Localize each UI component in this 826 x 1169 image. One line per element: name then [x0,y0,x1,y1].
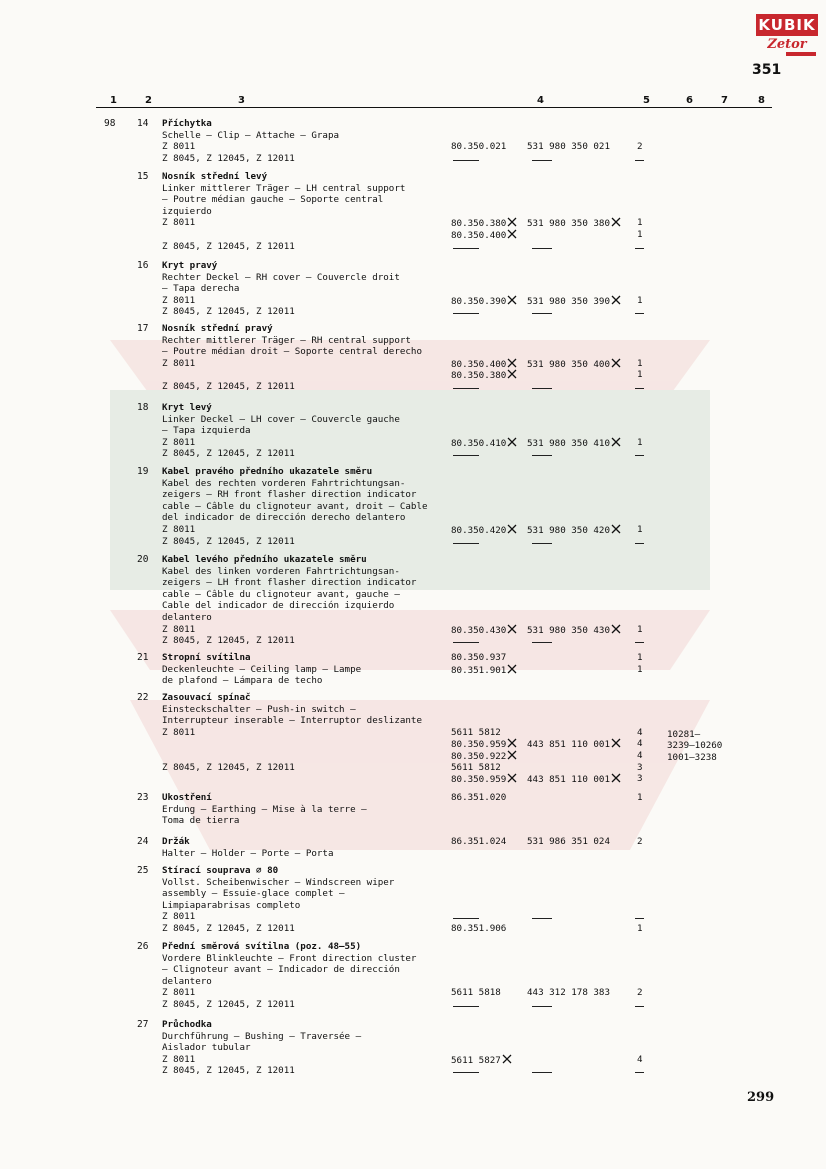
part-description-line: Vordere Blinkleuchte — Front direction cluster [162,952,417,964]
part-description-line: Durchführung — Bushing — Traversée — [162,1030,362,1042]
part-number: 80.350.021 [451,141,507,153]
crossed-out-mark [507,738,517,748]
part-description-line: cable — Câble du clignoteur avant, gauche — [162,588,400,600]
crossed-out-mark [507,358,517,368]
part-description-line: de plafond — Lámpara de techo [162,675,323,687]
part-description-line: Z 8011 [162,1053,196,1065]
part-number: 86.351.020 [451,792,507,803]
serial-range-note: 1001—3238 [667,752,717,763]
order-number: 531 980 350 380 [527,217,621,230]
part-description-line: Linker Deckel — LH cover — Couvercle gauche [162,413,400,425]
part-description-line: Z 8011 [162,987,196,999]
part-description-line: Aislador tubular [162,1042,251,1054]
crossed-out-mark [507,624,517,634]
order-number: 531 980 350 400 [527,358,621,371]
part-description [162,692,452,796]
part-description [162,402,452,460]
part-description [162,1019,452,1077]
part-description-line: Z 8011 [162,357,196,369]
part-description [162,323,452,393]
position-number: 23 [137,792,149,803]
part-description-line: Vollst. Scheibenwischer — Windscreen wiper [162,876,395,888]
part-description-line: zeigers — RH front flasher direction indicator [162,489,417,501]
part-number: 80.350.922 [451,750,517,763]
column-header-8: 8 [758,95,765,106]
position-number: 20 [137,554,149,565]
order-number: 443 851 110 001 [527,773,621,786]
order-number: 531 980 350 420 [527,524,621,537]
crossed-out-mark [611,437,621,447]
part-name: Kryt levý [162,402,212,413]
part-number: 80.350.420 [451,524,517,537]
part-number: 5611 5812 [451,761,501,773]
part-description-line: Limpiaparabrisas completo [162,899,301,911]
part-description [162,171,452,252]
part-description-line [162,750,452,762]
quantity: 3 [637,761,643,773]
part-number: 80.351.901 [451,664,517,677]
quantity: 1 [637,524,643,535]
part-name: Nosník střední levý [162,171,268,182]
part-number: 80.350.380 [451,369,517,382]
part-description [162,836,452,859]
column-header-5: 5 [643,95,650,106]
part-description-line: Interrupteur inserable — Interruptor deslizante [162,715,422,727]
part-description-line: Toma de tierra [162,815,240,827]
part-description-line: Deckenleuchte — Ceiling lamp — Lampe [162,663,362,675]
logo-kubik-text: KUBIK [756,14,818,36]
not-applicable-dash [635,455,644,456]
not-applicable-dash [453,1006,479,1007]
order-number: 531 980 350 390 [527,295,621,308]
part-description [162,260,452,318]
position-number: 15 [137,171,149,182]
part-description-line [162,369,452,381]
part-description-line: Z 8011 [162,436,196,448]
part-description-line: Z 8011 [162,911,196,923]
part-name: Ukostření [162,792,212,803]
part-description-line: cable — Câble du clignoteur avant, droit — Cable [162,500,428,512]
part-name: Zasouvací spínač [162,692,251,703]
part-number: 5611 5818 [451,987,501,999]
part-description [162,792,452,827]
part-number: 80.350.410 [451,437,517,450]
quantity: 4 [637,1053,643,1065]
part-name: Kabel levého předního ukazatele směru [162,554,367,565]
order-number: 443 851 110 001 [527,738,621,751]
part-description [162,118,452,164]
part-description-line: Z 8011 [162,726,196,738]
part-description-line: Z 8045, Z 12045, Z 12011 [162,535,295,547]
header-rule [96,107,772,108]
part-description-line: Halter — Holder — Porte — Porta [162,847,334,859]
position-number: 27 [137,1019,149,1030]
order-number: 531 980 350 021 [527,141,610,153]
part-name: Kryt pravý [162,260,218,271]
order-number: 443 312 178 383 [527,987,610,999]
not-applicable-dash [453,455,479,456]
part-number: 80.351.906 [451,923,507,934]
order-number: 531 986 351 024 [527,836,610,847]
crossed-out-mark [611,295,621,305]
part-description-line: Einsteckschalter — Push-in switch — [162,703,356,715]
not-applicable-dash [635,313,644,314]
not-applicable-dash [635,388,644,389]
position-number: 19 [137,466,149,477]
column-header-3: 3 [238,95,245,106]
position-number: 18 [137,402,149,413]
crossed-out-mark [507,217,517,227]
part-description-line: delantero [162,975,212,987]
not-applicable-dash [453,543,479,544]
crossed-out-mark [507,229,517,239]
serial-range-note: 10281— [667,728,701,740]
part-description-line: Z 8045, Z 12045, Z 12011 [162,761,295,773]
part-number: 80.350.400 [451,358,517,371]
sheet-number: 351 [752,62,782,78]
crossed-out-mark [611,217,621,227]
part-description [162,554,452,647]
part-description-line: zeigers — LH front flasher direction indicator [162,577,417,589]
part-description-line: Z 8045, Z 12045, Z 12011 [162,152,295,164]
logo-stripe [786,52,816,56]
not-applicable-dash [635,248,644,249]
part-number: 5611 5827 [451,1054,512,1067]
quantity: 2 [637,987,643,999]
part-name: Přední směrová svítilna (poz. 48—55) [162,941,362,952]
not-applicable-dash [635,543,644,544]
part-description-line: — Clignoteur avant — Indicador de dirección [162,964,400,976]
position-number: 26 [137,941,149,952]
quantity: 4 [637,750,643,761]
part-description-line: Z 8045, Z 12045, Z 12011 [162,1065,295,1077]
quantity: 1 [637,217,643,229]
part-description-line: assembly — Essuie-glace complet — [162,888,345,900]
page-number: 299 [747,1090,775,1105]
not-applicable-dash [453,160,479,161]
part-description-line: — Tapa derecha [162,283,240,295]
part-name: Kabel pravého předního ukazatele směru [162,466,373,477]
crossed-out-mark [507,773,517,783]
quantity: 1 [637,229,643,240]
crossed-out-mark [507,524,517,534]
part-number: 80.350.430 [451,624,517,637]
part-description-line [162,738,452,750]
part-description-line: Z 8011 [162,217,196,229]
quantity: 1 [637,923,643,934]
figure-number: 98 [104,118,116,129]
part-description-line: Kabel des rechten vorderen Fahrtrichtungsan- [162,477,406,489]
not-applicable-dash [532,455,552,456]
quantity: 1 [637,436,643,448]
crossed-out-mark [502,1054,512,1064]
not-applicable-dash [453,642,479,643]
part-description-line: Rechter mittlerer Träger — RH central support [162,334,411,346]
part-name: Nosník střední pravý [162,323,273,334]
part-number: 80.350.959 [451,738,517,751]
not-applicable-dash [532,248,552,249]
part-description-line: Z 8011 [162,623,196,635]
order-number: 531 980 350 410 [527,437,621,450]
part-description [162,466,452,547]
part-name: Stropní svítilna [162,652,251,663]
crossed-out-mark [611,624,621,634]
part-description-line: — Tapa izquierda [162,425,251,437]
quantity: 2 [637,836,643,847]
part-name: Průchodka [162,1019,212,1030]
not-applicable-dash [532,543,552,544]
part-description [162,941,452,1011]
part-description-line: — Poutre médian gauche — Soporte central [162,194,384,206]
part-description-line: Z 8011 [162,141,196,153]
part-number: 80.350.380 [451,217,517,230]
not-applicable-dash [453,1072,479,1073]
not-applicable-dash [635,1006,644,1007]
quantity: 3 [637,773,643,785]
part-description-line: Linker mittlerer Träger — LH central support [162,182,406,194]
part-description-line [162,229,452,241]
part-number: 86.351.024 [451,836,507,847]
position-number: 22 [137,692,149,703]
column-header-4: 4 [537,95,544,106]
quantity: 1 [637,357,643,369]
crossed-out-mark [507,750,517,760]
not-applicable-dash [635,642,644,643]
part-description-line: Z 8045, Z 12045, Z 12011 [162,448,295,460]
part-description-line: Erdung — Earthing — Mise à la terre — [162,803,367,815]
position-number: 25 [137,865,149,876]
quantity: 4 [637,738,643,750]
column-header-7: 7 [721,95,728,106]
quantity: 1 [637,663,643,675]
part-description-line: — Poutre médian droit — Soporte central derecho [162,346,422,358]
not-applicable-dash [635,918,644,919]
crossed-out-mark [611,358,621,368]
part-description-line: Z 8045, Z 12045, Z 12011 [162,922,295,934]
part-description [162,652,452,687]
part-description-line: Z 8045, Z 12045, Z 12011 [162,998,295,1010]
part-description-line: Z 8011 [162,523,196,535]
part-description-line: Rechter Deckel — RH cover — Couvercle droit [162,271,400,283]
not-applicable-dash [532,642,552,643]
part-name: Stírací souprava ⌀ 80 [162,865,279,876]
part-description-line: Z 8045, Z 12045, Z 12011 [162,240,295,252]
logo-zetor-text: Zetor [767,37,807,52]
part-description-line: Z 8045, Z 12045, Z 12011 [162,306,295,318]
part-description-line: del indicador de dirección derecho delantero [162,512,406,524]
quantity: 1 [637,792,643,803]
part-number: 80.350.937 [451,652,507,663]
serial-range-note: 3239—10260 [667,740,723,752]
part-name: Držák [162,836,190,847]
order-number: 531 980 350 430 [527,624,621,637]
position-number: 14 [137,118,149,129]
not-applicable-dash [453,313,479,314]
part-description [162,865,452,935]
part-description-line: Schelle — Clip — Attache — Grapa [162,129,340,141]
part-description-line: Kabel des linken vorderen Fahrtrichtungsan- [162,565,400,577]
quantity: 2 [637,141,643,153]
crossed-out-mark [507,369,517,379]
part-number: 80.350.390 [451,295,517,308]
part-description-line: Z 8011 [162,294,196,306]
not-applicable-dash [453,918,479,919]
crossed-out-mark [507,664,517,674]
not-applicable-dash [532,1006,552,1007]
column-header-6: 6 [686,95,693,106]
not-applicable-dash [453,248,479,249]
part-description-line [162,773,452,785]
crossed-out-mark [507,295,517,305]
quantity: 4 [637,726,643,738]
not-applicable-dash [453,388,479,389]
part-number: 5611 5812 [451,726,501,738]
part-number: 80.350.400 [451,229,517,242]
not-applicable-dash [532,918,552,919]
position-number: 21 [137,652,149,663]
part-description-line: Z 8045, Z 12045, Z 12011 [162,380,295,392]
crossed-out-mark [611,738,621,748]
part-name: Příchytka [162,118,212,129]
column-header-1: 1 [110,95,117,106]
not-applicable-dash [532,160,552,161]
column-header-2: 2 [145,95,152,106]
part-description-line: izquierdo [162,205,212,217]
part-number: 80.350.959 [451,773,517,786]
crossed-out-mark [611,773,621,783]
not-applicable-dash [532,1072,552,1073]
not-applicable-dash [635,1072,644,1073]
position-number: 24 [137,836,149,847]
position-number: 16 [137,260,149,271]
not-applicable-dash [532,388,552,389]
position-number: 17 [137,323,149,334]
part-description-line: delantero [162,611,212,623]
part-description-line: Z 8045, Z 12045, Z 12011 [162,635,295,647]
crossed-out-mark [611,524,621,534]
quantity: 1 [637,294,643,306]
quantity: 1 [637,369,643,381]
quantity: 1 [637,623,643,635]
not-applicable-dash [635,160,644,161]
part-description-line: Cable del indicador de dirección izquierdo [162,600,395,612]
quantity: 1 [637,652,643,663]
not-applicable-dash [532,313,552,314]
crossed-out-mark [507,437,517,447]
